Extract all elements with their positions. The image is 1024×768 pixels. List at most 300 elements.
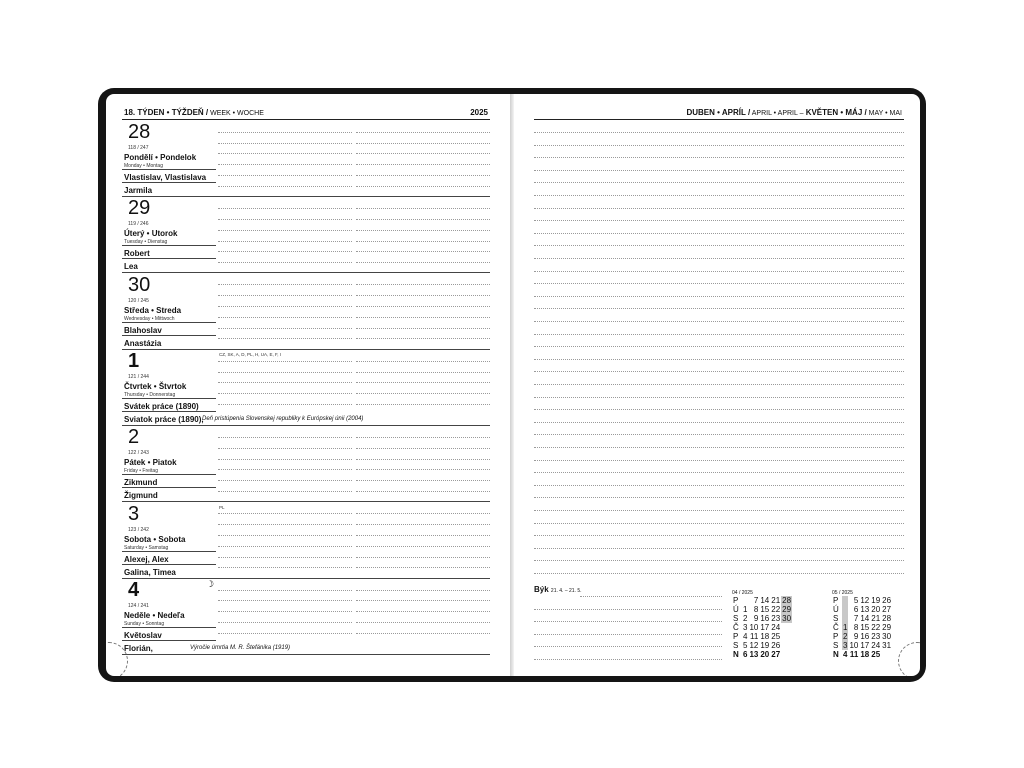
notes-line	[534, 245, 904, 246]
day-number: 30	[128, 273, 151, 296]
writing-line	[356, 469, 490, 470]
writing-line	[356, 372, 490, 373]
mini-calendar-row	[832, 605, 892, 614]
mini-calendar-row	[832, 614, 892, 623]
writing-line	[356, 262, 490, 263]
writing-line	[218, 448, 352, 449]
writing-line	[356, 546, 490, 547]
mini-calendar-day: 30	[882, 632, 892, 641]
notes-line	[534, 422, 904, 423]
day-separator	[122, 322, 216, 323]
mini-calendar-day: 8	[753, 605, 759, 614]
writing-line	[218, 164, 352, 165]
writing-line	[218, 491, 352, 492]
notes-line	[534, 220, 904, 221]
writing-line	[218, 230, 352, 231]
day-bottom-rule	[122, 425, 490, 426]
day-note: Výročie úmrtia M. R. Štefánika (1919)	[190, 644, 291, 651]
corner-perforation	[898, 642, 920, 676]
writing-line	[356, 284, 490, 285]
day-number: 28	[128, 121, 151, 143]
day-name: Pondělí • Pondelok	[124, 153, 197, 162]
writing-line	[356, 306, 490, 307]
mini-calendar-day: 26	[882, 596, 892, 605]
mini-calendar-day: 14	[760, 596, 770, 605]
mini-calendar-day: 20	[760, 650, 770, 659]
mini-calendar-day: 14	[860, 614, 870, 623]
mini-calendar-day: 26	[771, 641, 781, 650]
mini-calendar-day: 11	[750, 632, 759, 641]
day-name-en-de: Thursday • Donnerstag	[124, 391, 176, 398]
mini-calendar-day: 10	[749, 623, 759, 632]
day-separator	[122, 335, 216, 336]
mini-calendar-day: 3	[743, 623, 748, 632]
writing-line	[218, 567, 352, 568]
zodiac-note-line	[534, 659, 722, 660]
writing-line	[356, 524, 490, 525]
day-separator	[122, 640, 216, 641]
mini-calendar-row	[732, 641, 792, 650]
day-name: Sobota • Sobota	[124, 534, 186, 544]
mini-calendar-day	[881, 650, 892, 659]
writing-line	[218, 219, 352, 220]
mini-calendar-day: 18	[760, 632, 770, 641]
writing-line	[356, 175, 490, 176]
week-label: 18. TÝDEN • TÝŽDEŇ /	[124, 108, 209, 117]
weekday-label: N	[733, 650, 739, 659]
writing-line	[218, 132, 352, 133]
writing-line	[356, 633, 490, 634]
mini-calendar-day: 17	[860, 641, 870, 650]
nameday-cz: Alexej, Alex	[124, 554, 169, 564]
mini-calendar-row	[832, 632, 892, 641]
mini-calendar-day: 22	[871, 623, 881, 632]
day-name: Čtvrtek • Štvrtok	[124, 381, 187, 391]
mini-calendar-day: 1	[743, 605, 748, 614]
day-name-en-de: Tuesday • Dienstag	[124, 239, 168, 246]
writing-line	[218, 251, 352, 252]
notes-line	[534, 321, 904, 322]
writing-line	[218, 557, 352, 558]
mini-calendar-day: 28	[882, 614, 892, 623]
writing-line	[356, 513, 490, 514]
day-number: 4	[128, 578, 140, 601]
mini-calendar-row	[732, 650, 792, 659]
holiday-countries: CZ, SK, A, D, PL, H, UA, E, F, I	[219, 351, 282, 357]
day-separator	[122, 627, 216, 628]
mini-calendar-day: 7	[853, 614, 859, 623]
notes-line	[534, 485, 904, 486]
weekday-label: Č	[833, 623, 839, 632]
writing-line	[218, 175, 352, 176]
right-page	[514, 94, 920, 676]
day-separator	[122, 551, 216, 552]
writing-line	[356, 557, 490, 558]
writing-line	[218, 469, 352, 470]
zodiac-sign	[534, 585, 582, 594]
month-header-en-de-april: APRIL • APRIL –	[750, 110, 804, 117]
day-separator	[122, 182, 216, 183]
week-label-en-de: WEEK • WOCHE	[208, 110, 264, 117]
writing-line	[218, 611, 352, 612]
notes-line	[534, 132, 904, 133]
notes-line	[534, 308, 904, 309]
mini-calendar-row	[732, 632, 792, 641]
writing-line	[356, 219, 490, 220]
day-bottom-rule	[122, 272, 490, 273]
mini-calendar-day: 21	[871, 614, 881, 623]
day-note: Deň pristúpenia Slovenskej republiky k Európskej únii (2004)	[202, 415, 364, 422]
notes-line	[534, 472, 904, 473]
mini-calendar-day: 15	[860, 623, 870, 632]
mini-calendar-day: 3	[843, 641, 848, 650]
writing-line	[218, 513, 352, 514]
mini-calendar-day: 29	[882, 623, 892, 632]
writing-line	[356, 153, 490, 154]
notes-line	[534, 497, 904, 498]
nameday-sk: Florián,	[124, 643, 153, 653]
notes-line	[534, 271, 904, 272]
notes-line	[534, 560, 904, 561]
weekday-label: S	[733, 641, 739, 650]
weekday-label: S	[733, 614, 739, 623]
day-name: Neděle • Nedeľa	[124, 610, 185, 620]
writing-line	[218, 208, 352, 209]
notes-line	[534, 334, 904, 335]
day-name-en-de: Monday • Montag	[124, 163, 163, 169]
right-header-rule	[534, 119, 904, 120]
writing-line	[356, 208, 490, 209]
weekday-label: Ú	[833, 605, 839, 614]
writing-line	[356, 230, 490, 231]
mini-calendar-day: 30	[782, 614, 792, 623]
zodiac-name: Býk	[534, 585, 549, 594]
zodiac-dates: 21. 4. – 21. 5.	[550, 588, 582, 594]
day-number: 2	[128, 426, 140, 449]
mini-calendar-may	[832, 590, 892, 659]
day-separator	[122, 487, 216, 488]
writing-line	[356, 590, 490, 591]
day-name: Středa • Streda	[124, 305, 182, 315]
day-name-en-de: Sunday • Sonntag	[124, 620, 165, 627]
writing-line	[356, 132, 490, 133]
mini-calendar-row	[732, 596, 792, 605]
writing-line	[218, 535, 352, 536]
day-bottom-rule	[122, 501, 490, 502]
mini-calendar-april-title: 04 / 2025	[732, 590, 753, 596]
notes-line	[534, 384, 904, 385]
mini-calendar-day: 12	[749, 641, 759, 650]
mini-calendar-day: 2	[743, 614, 748, 623]
weekday-label: N	[833, 650, 839, 659]
mini-calendar-day: 13	[860, 605, 870, 614]
mini-calendar-day: 13	[749, 650, 759, 659]
writing-line	[356, 448, 490, 449]
nameday-cz: Vlastislav, Vlastislava	[124, 173, 207, 182]
writing-line	[356, 567, 490, 568]
writing-line	[218, 328, 352, 329]
writing-line	[218, 404, 352, 405]
zodiac-note-line	[534, 621, 722, 622]
writing-line	[356, 241, 490, 242]
writing-line	[218, 382, 352, 383]
mini-calendar-day: 4	[843, 650, 848, 659]
week-header	[124, 108, 264, 117]
month-header-cz-sk-may: KVĚTEN • MÁJ /	[803, 108, 867, 117]
mini-calendar-day: 29	[782, 605, 792, 614]
mini-calendar-row	[732, 614, 792, 623]
nameday-cz: Robert	[124, 249, 150, 259]
notes-line	[534, 371, 904, 372]
nameday-cz: Svátek práce (1890)	[124, 401, 199, 411]
mini-calendar-day	[781, 641, 792, 650]
nameday-sk: Galina, Timea	[124, 567, 176, 577]
mini-calendar-day: 23	[871, 632, 881, 641]
notes-line	[534, 145, 904, 146]
writing-line	[218, 393, 352, 394]
day-name-en-de: Saturday • Samstag	[124, 544, 169, 551]
moon-phase-icon: ☽	[206, 578, 215, 589]
mini-calendar-row	[832, 641, 892, 650]
mini-calendar-day: 31	[882, 641, 892, 650]
left-page	[106, 94, 510, 676]
writing-line	[356, 295, 490, 296]
mini-calendar-row	[732, 623, 792, 632]
notes-line	[534, 447, 904, 448]
day-number: 29	[128, 197, 151, 220]
day-separator	[122, 564, 216, 565]
day-of-year: 124 / 241	[128, 602, 149, 609]
nameday-sk: Anastázia	[124, 338, 162, 348]
mini-calendar-day: 25	[871, 650, 881, 659]
mini-calendar-day: 1	[843, 623, 848, 632]
mini-calendar-day: 21	[771, 596, 781, 605]
nameday-sk: Žigmund	[124, 491, 158, 501]
zodiac-note-line	[534, 646, 722, 647]
header-rule	[122, 119, 490, 120]
mini-calendar-day: 18	[860, 650, 870, 659]
writing-line	[356, 393, 490, 394]
day-name: Pátek • Piatok	[124, 458, 177, 468]
notes-line	[534, 397, 904, 398]
mini-calendar-day: 27	[882, 605, 892, 614]
day-of-year: 123 / 242	[128, 526, 149, 533]
mini-calendar-day: 17	[760, 623, 770, 632]
writing-line	[356, 491, 490, 492]
mini-calendar-day: 6	[853, 605, 859, 614]
mini-calendar-day: 22	[771, 605, 781, 614]
day-name-en-de: Wednesday • Mittwoch	[124, 315, 175, 322]
mini-calendar-day: 11	[849, 650, 859, 659]
notes-line	[534, 573, 904, 574]
nameday-sk: Lea	[124, 262, 138, 272]
notes-line	[534, 195, 904, 196]
writing-line	[356, 480, 490, 481]
mini-calendar-day: 8	[853, 623, 859, 632]
writing-line	[356, 317, 490, 318]
notes-line	[534, 233, 904, 234]
year-label: 2025	[470, 108, 488, 117]
notes-line	[534, 258, 904, 259]
notes-line	[534, 523, 904, 524]
day-bottom-rule	[122, 578, 490, 579]
writing-line	[356, 459, 490, 460]
day-bottom-rule	[122, 654, 490, 655]
weekday-label: Č	[733, 623, 739, 632]
notes-line	[534, 346, 904, 347]
notes-line	[534, 283, 904, 284]
writing-line	[218, 372, 352, 373]
writing-line	[218, 153, 352, 154]
mini-calendar-row	[832, 623, 892, 632]
writing-line	[356, 251, 490, 252]
mini-calendar-day: 27	[771, 650, 781, 659]
mini-calendar-day: 7	[753, 596, 759, 605]
weekday-label: S	[833, 614, 839, 623]
mini-calendar-day: 16	[760, 614, 770, 623]
mini-calendar-day: 16	[860, 632, 870, 641]
writing-line	[218, 633, 352, 634]
notes-line	[534, 535, 904, 536]
holiday-countries: PL	[219, 504, 225, 510]
writing-line	[218, 361, 352, 362]
mini-calendar-may-title: 05 / 2025	[832, 590, 853, 596]
day-of-year: 122 / 243	[128, 450, 149, 457]
weekday-label: Ú	[733, 605, 739, 614]
writing-line	[356, 404, 490, 405]
mini-calendar-day	[781, 650, 792, 659]
zodiac-note-line	[534, 634, 722, 635]
mini-calendar-day	[781, 632, 792, 641]
mini-calendar-april	[732, 590, 792, 659]
mini-calendar-day: 2	[843, 632, 848, 641]
writing-line	[218, 600, 352, 601]
writing-line	[356, 338, 490, 339]
mini-calendar-day: 24	[771, 623, 781, 632]
mini-calendar-row	[832, 596, 892, 605]
day-separator	[122, 398, 216, 399]
nameday-cz: Květoslav	[124, 630, 162, 640]
zodiac-note-line	[534, 609, 722, 610]
day-separator	[122, 411, 216, 412]
writing-line	[218, 295, 352, 296]
zodiac-note-line	[580, 596, 722, 597]
notes-line	[534, 157, 904, 158]
mini-calendar-day: 24	[871, 641, 881, 650]
writing-line	[218, 186, 352, 187]
writing-line	[218, 437, 352, 438]
notes-line	[534, 409, 904, 410]
writing-line	[218, 338, 352, 339]
notes-line	[534, 548, 904, 549]
day-bottom-rule	[122, 349, 490, 350]
mini-calendar-day: 5	[743, 641, 748, 650]
mini-calendar-day: 10	[849, 641, 859, 650]
writing-line	[356, 611, 490, 612]
writing-line	[218, 546, 352, 547]
month-header-cz-sk-april: DUBEN • APRÍL /	[686, 108, 751, 117]
mini-calendar-day: 28	[782, 596, 792, 605]
notes-line	[534, 296, 904, 297]
writing-line	[218, 459, 352, 460]
writing-line	[356, 143, 490, 144]
writing-line	[218, 262, 352, 263]
mini-calendar-day: 9	[753, 614, 759, 623]
day-of-year: 119 / 246	[128, 221, 149, 228]
notes-line	[534, 510, 904, 511]
writing-line	[356, 328, 490, 329]
weekday-label: P	[733, 632, 739, 641]
day-separator	[122, 474, 216, 475]
day-separator	[122, 169, 216, 170]
writing-line	[218, 143, 352, 144]
writing-line	[356, 186, 490, 187]
mini-calendar-day: 23	[771, 614, 781, 623]
mini-calendar-day: 25	[771, 632, 781, 641]
nameday-sk: Jarmila	[124, 186, 153, 195]
writing-line	[218, 524, 352, 525]
mini-calendar-day: 5	[853, 596, 859, 605]
day-of-year: 121 / 244	[128, 373, 149, 380]
mini-calendar-day: 19	[871, 596, 881, 605]
day-number: 3	[128, 502, 140, 525]
notes-line	[534, 434, 904, 435]
nameday-cz: Zikmund	[124, 478, 158, 488]
mini-calendar-day: 9	[853, 632, 859, 641]
mini-calendar-day: 15	[760, 605, 770, 614]
weekday-label: P	[833, 596, 839, 605]
day-name: Úterý • Utorok	[124, 229, 178, 239]
day-separator	[122, 258, 216, 259]
month-header-en-de-may: MAY • MAI	[866, 110, 902, 117]
writing-line	[218, 622, 352, 623]
month-header	[686, 108, 902, 117]
writing-line	[356, 600, 490, 601]
weekday-label: S	[833, 641, 839, 650]
weekday-label: P	[733, 596, 739, 605]
day-of-year: 118 / 247	[128, 145, 149, 151]
nameday-sk: Sviatok práce (1890),	[124, 414, 204, 424]
writing-line	[218, 590, 352, 591]
writing-line	[218, 284, 352, 285]
day-bottom-rule	[122, 196, 490, 197]
mini-calendar-day: 20	[871, 605, 881, 614]
writing-line	[356, 437, 490, 438]
writing-line	[218, 306, 352, 307]
notes-line	[534, 170, 904, 171]
notes-line	[534, 208, 904, 209]
mini-calendar-row	[732, 605, 792, 614]
day-name-en-de: Friday • Freitag	[124, 468, 158, 475]
mini-calendar-day: 19	[760, 641, 770, 650]
writing-line	[356, 535, 490, 536]
mini-calendar-row	[832, 650, 892, 659]
writing-line	[218, 317, 352, 318]
writing-line	[356, 361, 490, 362]
writing-line	[356, 622, 490, 623]
notes-line	[534, 359, 904, 360]
writing-line	[218, 480, 352, 481]
writing-line	[356, 382, 490, 383]
writing-line	[218, 241, 352, 242]
nameday-cz: Blahoslav	[124, 325, 162, 335]
mini-calendar-day	[781, 623, 792, 632]
day-separator	[122, 245, 216, 246]
day-number: 1	[128, 349, 140, 372]
notes-line	[534, 460, 904, 461]
weekday-label: P	[833, 632, 839, 641]
day-of-year: 120 / 245	[128, 297, 149, 304]
